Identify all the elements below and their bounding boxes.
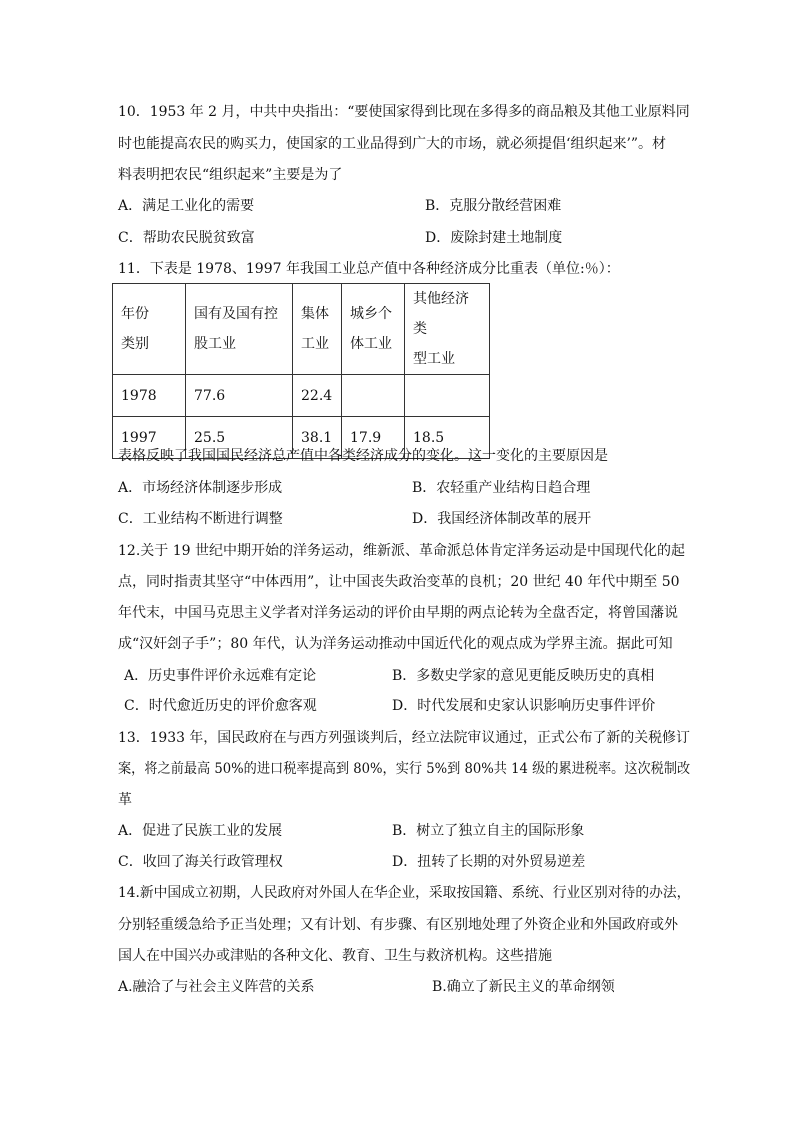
q10-line-2: 时也能提高农民的购买力，使国家的工业品得到广大的市场，就必须提倡‘组织起来’”。材 bbox=[118, 136, 667, 152]
header-line: 国有及国有控 bbox=[194, 306, 278, 322]
q10-line-1: 10．1953 年 2 月，中共中央指出：“要使国家得到比现在多得多的商品粮及其他工业原料同 bbox=[118, 104, 690, 120]
table-row bbox=[113, 375, 490, 417]
q13-line-1: 13．1933 年，国民政府在与西方列强谈判后，经立法院审议通过，正式公布了新的关税修订 bbox=[118, 730, 690, 746]
table-cell: 25.5 bbox=[186, 417, 293, 459]
q12-line-1: 12.关于 19 世纪中期开始的洋务运动，维新派、革命派总体肯定洋务运动是中国现代化的起 bbox=[118, 543, 685, 559]
q11-option-d: D．我国经济体制改革的展开 bbox=[412, 511, 592, 527]
header-line: 城乡个 bbox=[350, 306, 392, 322]
q13-option-d: D．扭转了长期的对外贸易逆差 bbox=[392, 854, 586, 870]
table-header-cell bbox=[342, 284, 405, 375]
header-line: 型工业 bbox=[413, 351, 455, 367]
q12-option-b: B．多数史学家的意见更能反映历史的真相 bbox=[392, 668, 655, 684]
q14-line-2: 分别轻重缓急给予正当处理；又有计划、有步骤、有区别地处理了外资企业和外国政府或外 bbox=[118, 917, 678, 933]
table-header-cell bbox=[293, 284, 342, 375]
q14-line-3: 国人在中国兴办或津贴的各种文化、教育、卫生与救济机构。这些措施 bbox=[118, 948, 552, 964]
table-cell: 38.1 bbox=[293, 417, 342, 459]
q11-option-a: A．市场经济体制逐步形成 bbox=[118, 480, 283, 496]
q13-line-3: 革 bbox=[118, 792, 132, 808]
header-line: 股工业 bbox=[194, 336, 236, 352]
table-cell: 18.5 bbox=[405, 417, 490, 459]
q13-option-b: B．树立了独立自主的国际形象 bbox=[392, 823, 585, 839]
table-cell: 17.9 bbox=[342, 417, 405, 459]
q11-after-table: 表格反映了我国国民经济总产值中各类经济成分的变化。这一变化的主要原因是 bbox=[118, 448, 608, 464]
q10-option-a: A．满足工业化的需要 bbox=[118, 198, 255, 214]
q12-line-4: 成“汉奸刽子手”；80 年代，认为洋务运动推动中国近代化的观点成为学界主流。据此可知 bbox=[118, 636, 673, 652]
table-cell bbox=[342, 375, 405, 417]
table-header-cell bbox=[405, 284, 490, 375]
q12-line-2: 点，同时指责其坚守“中体西用”，让中国丧失政治变革的良机；20 世纪 40 年代中期至 50 bbox=[118, 574, 680, 590]
header-line: 体工业 bbox=[350, 336, 392, 352]
table-cell: 1997 bbox=[113, 417, 186, 459]
q10-line-3: 料表明把农民“组织起来”主要是为了 bbox=[118, 167, 343, 183]
q11-stem: 11．下表是 1978、1997 年我国工业总产值中各种经济成分比重表（单位:％）： bbox=[118, 261, 620, 277]
q13-line-2: 案，将之前最高 50%的进口税率提高到 80%，实行 5%到 80%共 14 级的累进税率。这次税制改 bbox=[118, 761, 691, 777]
q13-option-a: A．促进了民族工业的发展 bbox=[118, 823, 283, 839]
q14-option-b: B.确立了新民主义的革命纲领 bbox=[432, 979, 615, 995]
table-cell: 77.6 bbox=[186, 375, 293, 417]
header-line: 年份 bbox=[121, 306, 149, 322]
table-header-cell bbox=[186, 284, 293, 375]
q13-option-c: C．收回了海关行政管理权 bbox=[118, 854, 283, 870]
q11-option-c: C．工业结构不断进行调整 bbox=[118, 511, 283, 527]
header-line: 集体 bbox=[301, 306, 329, 322]
q10-option-d: D．废除封建土地制度 bbox=[425, 230, 563, 246]
table-header-cell bbox=[113, 284, 186, 375]
q12-option-d: D．时代发展和史家认识影响历史事件评价 bbox=[392, 698, 656, 714]
header-line: 工业 bbox=[301, 336, 329, 352]
q10-option-b: B．克服分散经营困难 bbox=[425, 198, 562, 214]
q10-option-c: C．帮助农民脱贫致富 bbox=[118, 230, 255, 246]
q11-table bbox=[112, 283, 490, 459]
q14-option-a: A.融洽了与社会主义阵营的关系 bbox=[118, 979, 315, 995]
header-line: 类别 bbox=[121, 336, 149, 352]
table-cell: 1978 bbox=[113, 375, 186, 417]
table-cell: 22.4 bbox=[293, 375, 342, 417]
header-line: 其他经济类 bbox=[413, 291, 469, 337]
q12-line-3: 年代末，中国马克思主义学者对洋务运动的评价由早期的两点论转为全盘否定，将曾国藩说 bbox=[118, 605, 678, 621]
q11-option-b: B．农轻重产业结构日趋合理 bbox=[412, 480, 591, 496]
q12-option-c: C．时代愈近历史的评价愈客观 bbox=[124, 698, 317, 714]
table-header-row bbox=[113, 284, 490, 375]
table-cell bbox=[405, 375, 490, 417]
q12-option-a: A．历史事件评价永远难有定论 bbox=[124, 668, 317, 684]
q14-line-1: 14.新中国成立初期，人民政府对外国人在华企业，采取按国籍、系统、行业区别对待的办法， bbox=[118, 885, 691, 901]
